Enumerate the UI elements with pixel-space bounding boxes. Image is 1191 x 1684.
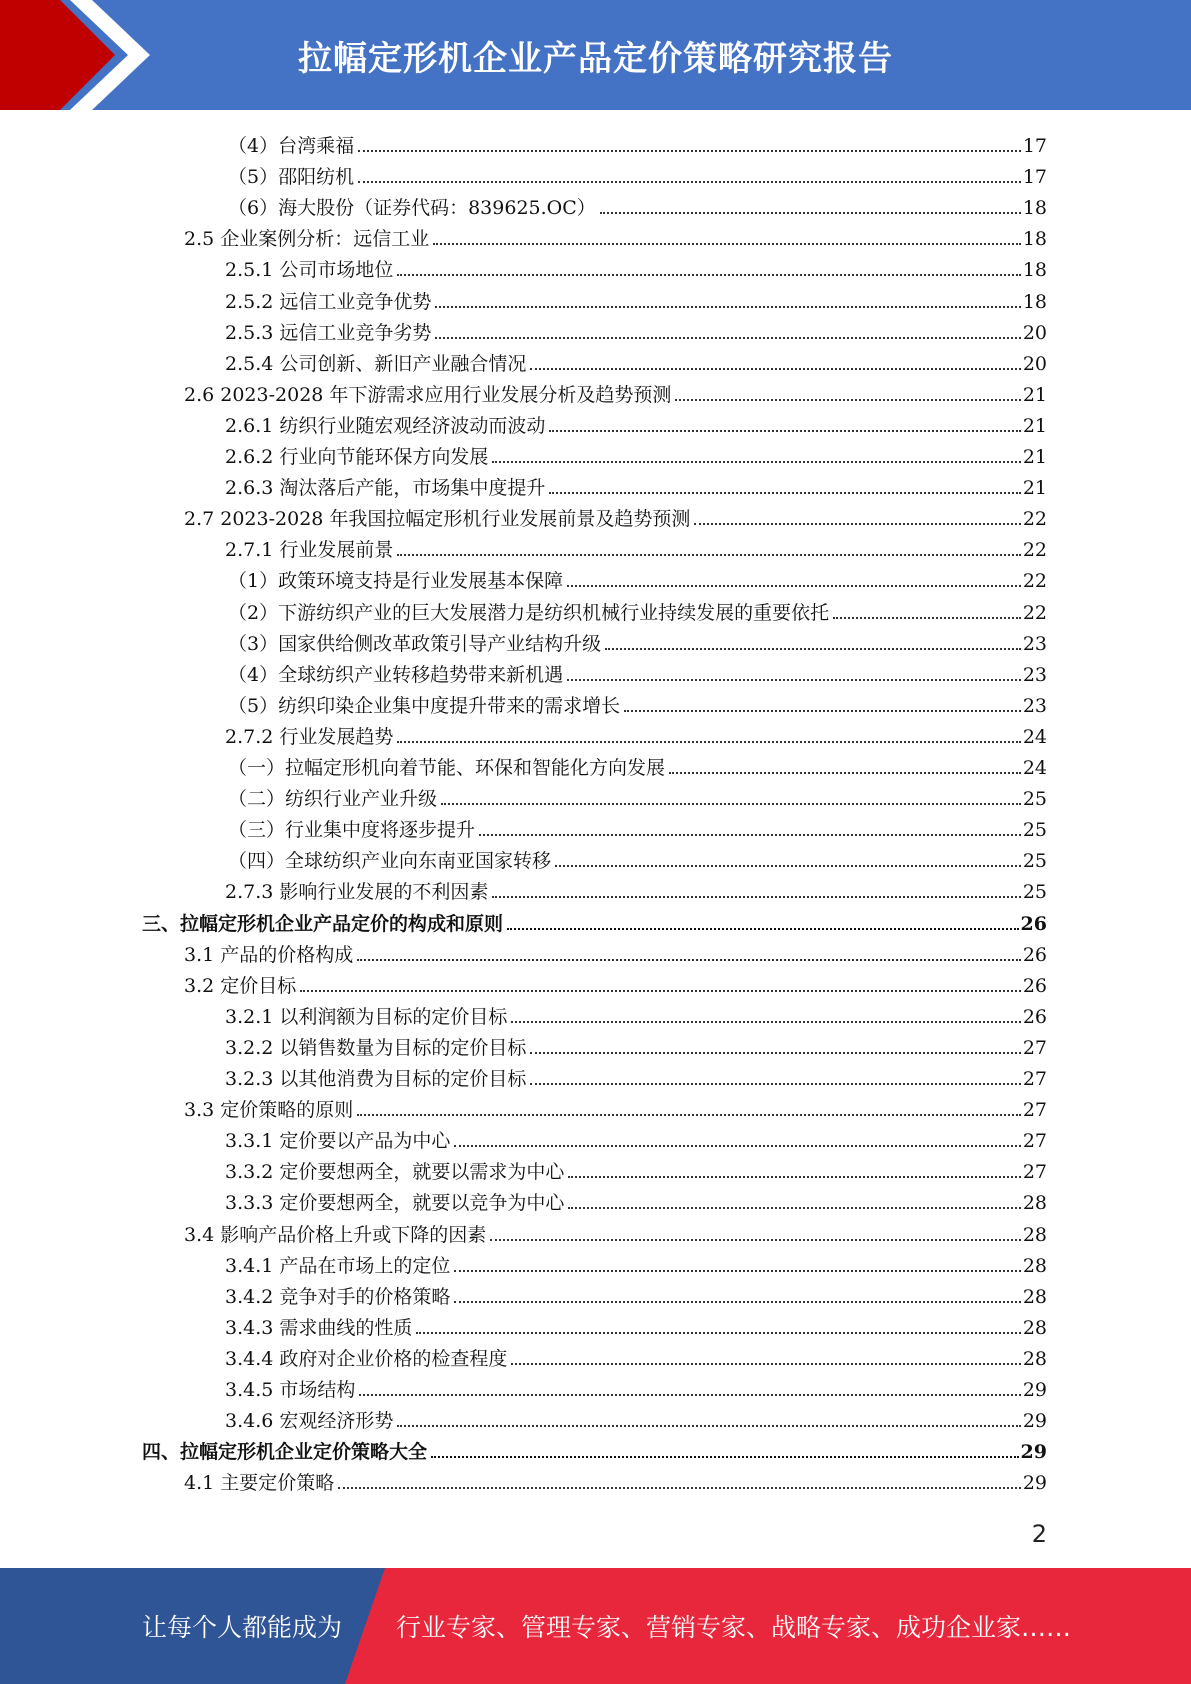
toc-dot-leader	[454, 1145, 1020, 1147]
toc-entry-page: 26	[1022, 943, 1047, 966]
toc-dot-leader	[300, 990, 1021, 992]
toc-entry-page: 28	[1022, 1316, 1047, 1339]
toc-entry-label: 3.4.2 竞争对手的价格策略	[225, 1285, 451, 1308]
toc-dot-leader	[397, 1425, 1020, 1427]
toc-entry[interactable]	[184, 967, 1047, 998]
toc-entry[interactable]	[184, 220, 1047, 251]
toc-entry-label: （三）行业集中度将逐步提升	[228, 819, 476, 842]
toc-dot-leader	[492, 896, 1020, 898]
toc-entry-page: 22	[1022, 539, 1047, 562]
toc-entry-label: 3.3 定价策略的原则	[184, 1099, 354, 1122]
toc-entry-label: 2.5.2 远信工业竞争优势	[225, 290, 432, 313]
toc-entry-page: 28	[1022, 1347, 1047, 1370]
toc-entry[interactable]	[225, 718, 1047, 749]
toc-entry-page: 24	[1022, 725, 1047, 748]
toc-entry-label: 3.2 定价目标	[184, 974, 297, 997]
toc-dot-leader	[454, 1270, 1020, 1272]
toc-dot-leader	[567, 585, 1021, 587]
toc-dot-leader	[490, 1239, 1021, 1241]
toc-entry-label: （3）国家供给侧改革政策引导产业结构升级	[228, 632, 602, 655]
toc-entry[interactable]	[225, 1247, 1047, 1278]
toc-entry-label: 3.4 影响产品价格上升或下降的因素	[184, 1223, 487, 1246]
toc-entry[interactable]	[225, 1309, 1047, 1340]
toc-dot-leader	[549, 430, 1020, 432]
toc-entry-label: （4）台湾乘福	[228, 135, 355, 157]
toc-entry[interactable]	[225, 531, 1047, 562]
toc-entry-label: 3.2.1 以利润额为目标的定价目标	[225, 1005, 508, 1028]
toc-entry-page: 17	[1022, 166, 1047, 189]
toc-entry-page: 23	[1022, 663, 1047, 686]
toc-entry[interactable]	[225, 1371, 1047, 1402]
toc-entry[interactable]	[142, 1433, 1047, 1464]
toc-dot-leader	[567, 679, 1021, 681]
toc-entry[interactable]	[225, 1153, 1047, 1184]
toc-entry[interactable]	[225, 998, 1047, 1029]
toc-entry-label: （2）下游纺织产业的巨大发展潜力是纺织机械行业持续发展的重要依托	[228, 601, 830, 624]
toc-entry-page: 28	[1022, 1192, 1047, 1215]
toc-entry[interactable]	[228, 842, 1047, 873]
toc-entry-label: （5）纺织印染企业集中度提升带来的需求增长	[228, 694, 621, 717]
toc-entry[interactable]	[184, 500, 1047, 531]
toc-dot-leader	[568, 1207, 1020, 1209]
toc-entry[interactable]	[225, 251, 1047, 282]
toc-entry-label: 3.2.3 以其他消费为目标的定价目标	[225, 1068, 527, 1090]
toc-dot-leader	[530, 1052, 1020, 1054]
toc-entry-label: （一）拉幅定形机向着节能、环保和智能化方向发展	[228, 757, 666, 779]
toc-dot-leader	[435, 306, 1020, 308]
toc-dot-leader	[600, 212, 1021, 214]
toc-dot-leader	[555, 865, 1021, 867]
toc-dot-leader	[454, 1301, 1020, 1303]
toc-entry-label: 4.1 主要定价策略	[184, 1472, 335, 1495]
toc-entry-label: 3.1 产品的价格构成	[184, 943, 354, 966]
toc-entry-page: 25	[1022, 788, 1047, 811]
toc-entry[interactable]	[225, 873, 1047, 904]
toc-entry-page: 29	[1022, 1472, 1047, 1495]
toc-entry-label: 2.6.2 行业向节能环保方向发展	[225, 446, 489, 468]
toc-entry-label: 2.5.1 公司市场地位	[225, 259, 394, 282]
toc-entry-page: 21	[1022, 414, 1047, 437]
toc-entry[interactable]	[225, 1029, 1047, 1060]
toc-entry[interactable]	[225, 1060, 1047, 1091]
toc-entry[interactable]	[228, 687, 1047, 718]
toc-entry-page: 18	[1022, 290, 1047, 313]
toc-entry-label: 2.5.3 远信工业竞争劣势	[225, 321, 432, 344]
toc-entry-page: 28	[1022, 1254, 1047, 1277]
toc-dot-leader	[441, 803, 1021, 805]
toc-dot-leader	[492, 461, 1020, 463]
toc-entry[interactable]	[228, 625, 1047, 656]
toc-entry-page: 20	[1022, 321, 1047, 344]
toc-dot-leader	[357, 1114, 1021, 1116]
toc-dot-leader	[507, 928, 1019, 930]
toc-dot-leader	[416, 1332, 1020, 1334]
toc-entry[interactable]	[228, 594, 1047, 625]
toc-dot-leader	[359, 1394, 1020, 1396]
toc-entry-label: 3.4.3 需求曲线的性质	[225, 1316, 413, 1339]
toc-entry-label: （6）海大股份（证券代码：839625.OC）	[228, 197, 596, 220]
toc-entry-label: （四）全球纺织产业向东南亚国家转移	[228, 850, 552, 873]
toc-dot-leader	[397, 554, 1020, 556]
toc-entry[interactable]	[184, 1216, 1047, 1247]
toc-entry[interactable]	[225, 314, 1047, 345]
toc-entry-page: 18	[1022, 197, 1047, 220]
toc-entry[interactable]	[228, 780, 1047, 811]
toc-dot-leader	[397, 741, 1020, 743]
toc-entry-page: 26	[1022, 1005, 1047, 1028]
toc-entry[interactable]	[228, 562, 1047, 593]
toc-entry[interactable]	[225, 1122, 1047, 1153]
toc-entry-page: 23	[1022, 694, 1047, 717]
toc-dot-leader	[435, 337, 1020, 339]
toc-entry-label: 3.4.4 政府对企业价格的检查程度	[225, 1347, 508, 1370]
toc-entry-page: 28	[1022, 1223, 1047, 1246]
toc-entry-label: 3.4.6 宏观经济形势	[225, 1410, 394, 1433]
toc-entry-page: 28	[1022, 1285, 1047, 1308]
toc-dot-leader	[530, 368, 1020, 370]
toc-entry-page: 27	[1022, 1130, 1047, 1153]
toc-entry-page: 29	[1022, 1379, 1047, 1401]
toc-entry-label: 3.2.2 以销售数量为目标的定价目标	[225, 1036, 527, 1059]
report-title: 拉幅定形机企业产品定价策略研究报告	[298, 38, 893, 79]
toc-entry-label: 2.7.2 行业发展趋势	[225, 725, 394, 748]
toc-dot-leader	[549, 492, 1020, 494]
toc-entry[interactable]	[225, 1278, 1047, 1309]
toc-entry-label: 3.3.3 定价要想两全，就要以竞争为中心	[225, 1192, 565, 1215]
toc-entry[interactable]	[184, 376, 1047, 407]
toc-entry-page: 22	[1022, 508, 1047, 531]
toc-entry-label: 2.5.4 公司创新、新旧产业融合情况	[225, 352, 527, 375]
toc-entry[interactable]	[228, 127, 1047, 158]
toc-entry-page: 27	[1022, 1036, 1047, 1059]
toc-entry-page: 18	[1022, 259, 1047, 282]
toc-dot-leader	[338, 1487, 1021, 1489]
page-header	[0, 0, 1191, 110]
toc-entry-page: 21	[1022, 383, 1047, 406]
toc-dot-leader	[694, 523, 1020, 525]
header-chevron-decoration	[0, 0, 160, 110]
toc-entry-label: 3.4.1 产品在市场上的定位	[225, 1254, 451, 1277]
toc-entry-label: （4）全球纺织产业转移趋势带来新机遇	[228, 663, 564, 686]
toc-dot-leader	[530, 1083, 1020, 1085]
toc-entry-page: 27	[1022, 1161, 1047, 1184]
toc-entry-page: 23	[1022, 632, 1047, 655]
toc-entry-label: 四、拉幅定形机企业定价策略大全	[142, 1441, 428, 1464]
toc-dot-leader	[358, 181, 1021, 183]
toc-entry-page: 22	[1022, 570, 1047, 593]
toc-entry[interactable]	[228, 189, 1047, 220]
toc-entry[interactable]	[228, 749, 1047, 780]
footer-slogan-right: 行业专家、管理专家、营销专家、战略专家、成功企业家……	[396, 1613, 1072, 1642]
toc-entry-label: 3.4.5 市场结构	[225, 1379, 356, 1401]
toc-dot-leader	[397, 274, 1020, 276]
toc-entry-label: 三、拉幅定形机企业产品定价的构成和原则	[142, 912, 504, 935]
toc-dot-leader	[511, 1363, 1020, 1365]
toc-entry-page: 26	[1020, 912, 1047, 935]
toc-entry-page: 21	[1022, 446, 1047, 468]
toc-entry[interactable]	[228, 656, 1047, 687]
toc-entry-label: （二）纺织行业产业升级	[228, 788, 438, 811]
toc-entry[interactable]	[225, 438, 1047, 469]
toc-entry[interactable]	[225, 345, 1047, 376]
toc-entry[interactable]	[184, 1091, 1047, 1122]
toc-entry-page: 22	[1022, 601, 1047, 624]
toc-entry-label: 2.5 企业案例分析：远信工业	[184, 228, 430, 251]
toc-entry-page: 26	[1022, 974, 1047, 997]
toc-entry-label: （1）政策环境支持是行业发展基本保障	[228, 570, 564, 593]
toc-entry[interactable]	[225, 1340, 1047, 1371]
page-number: 2	[1031, 1520, 1047, 1548]
toc-dot-leader	[568, 1176, 1020, 1178]
toc-entry-label: 2.7.3 影响行业发展的不利因素	[225, 881, 489, 904]
toc-entry-page: 29	[1020, 1441, 1047, 1464]
toc-dot-leader	[433, 243, 1021, 245]
toc-entry-page: 25	[1022, 881, 1047, 904]
toc-dot-leader	[511, 1021, 1020, 1023]
toc-dot-leader	[605, 648, 1021, 650]
toc-entry[interactable]	[225, 1402, 1047, 1433]
toc-entry[interactable]	[184, 936, 1047, 967]
toc-entry[interactable]	[184, 1464, 1047, 1495]
footer-slogan-left: 让每个人都能成为	[142, 1613, 343, 1642]
toc-entry-page: 25	[1022, 819, 1047, 842]
toc-entry-page: 18	[1022, 228, 1047, 251]
toc-entry[interactable]	[225, 469, 1047, 500]
toc-entry[interactable]	[228, 811, 1047, 842]
toc-entry-label: 2.7.1 行业发展前景	[225, 539, 394, 562]
toc-entry-page: 20	[1022, 352, 1047, 375]
toc-entry[interactable]	[225, 283, 1047, 314]
toc-dot-leader	[358, 150, 1021, 152]
page-footer	[0, 1568, 1191, 1684]
toc-dot-leader	[833, 617, 1021, 619]
toc-dot-leader	[675, 399, 1020, 401]
toc-entry-label: （5）邵阳纺机	[228, 166, 355, 189]
toc-entry-label: 2.6 2023-2028 年下游需求应用行业发展分析及趋势预测	[184, 383, 672, 406]
toc-entry-page: 25	[1022, 850, 1047, 873]
toc-dot-leader	[357, 959, 1021, 961]
toc-entry-label: 2.6.1 纺织行业随宏观经济波动而波动	[225, 414, 546, 437]
toc-dot-leader	[479, 834, 1021, 836]
toc-entry[interactable]	[225, 407, 1047, 438]
toc-entry-label: 3.3.2 定价要想两全，就要以需求为中心	[225, 1161, 565, 1184]
toc-entry-label: 2.7 2023-2028 年我国拉幅定形机行业发展前景及趋势预测	[184, 508, 691, 531]
toc-entry-page: 17	[1022, 135, 1047, 157]
toc-dot-leader	[624, 710, 1021, 712]
toc-dot-leader	[669, 772, 1021, 774]
toc-entry[interactable]	[142, 905, 1047, 936]
toc-dot-leader	[431, 1456, 1019, 1458]
toc-entry-page: 27	[1022, 1068, 1047, 1090]
toc-entry[interactable]	[228, 158, 1047, 189]
toc-entry-page: 27	[1022, 1099, 1047, 1122]
toc-entry-page: 24	[1022, 757, 1047, 779]
toc-entry-label: 3.3.1 定价要以产品为中心	[225, 1130, 451, 1153]
toc-entry[interactable]	[225, 1184, 1047, 1215]
toc-entry-page: 21	[1022, 477, 1047, 500]
toc-entry-label: 2.6.3 淘汰落后产能，市场集中度提升	[225, 477, 546, 500]
toc-entry-page: 29	[1022, 1410, 1047, 1433]
